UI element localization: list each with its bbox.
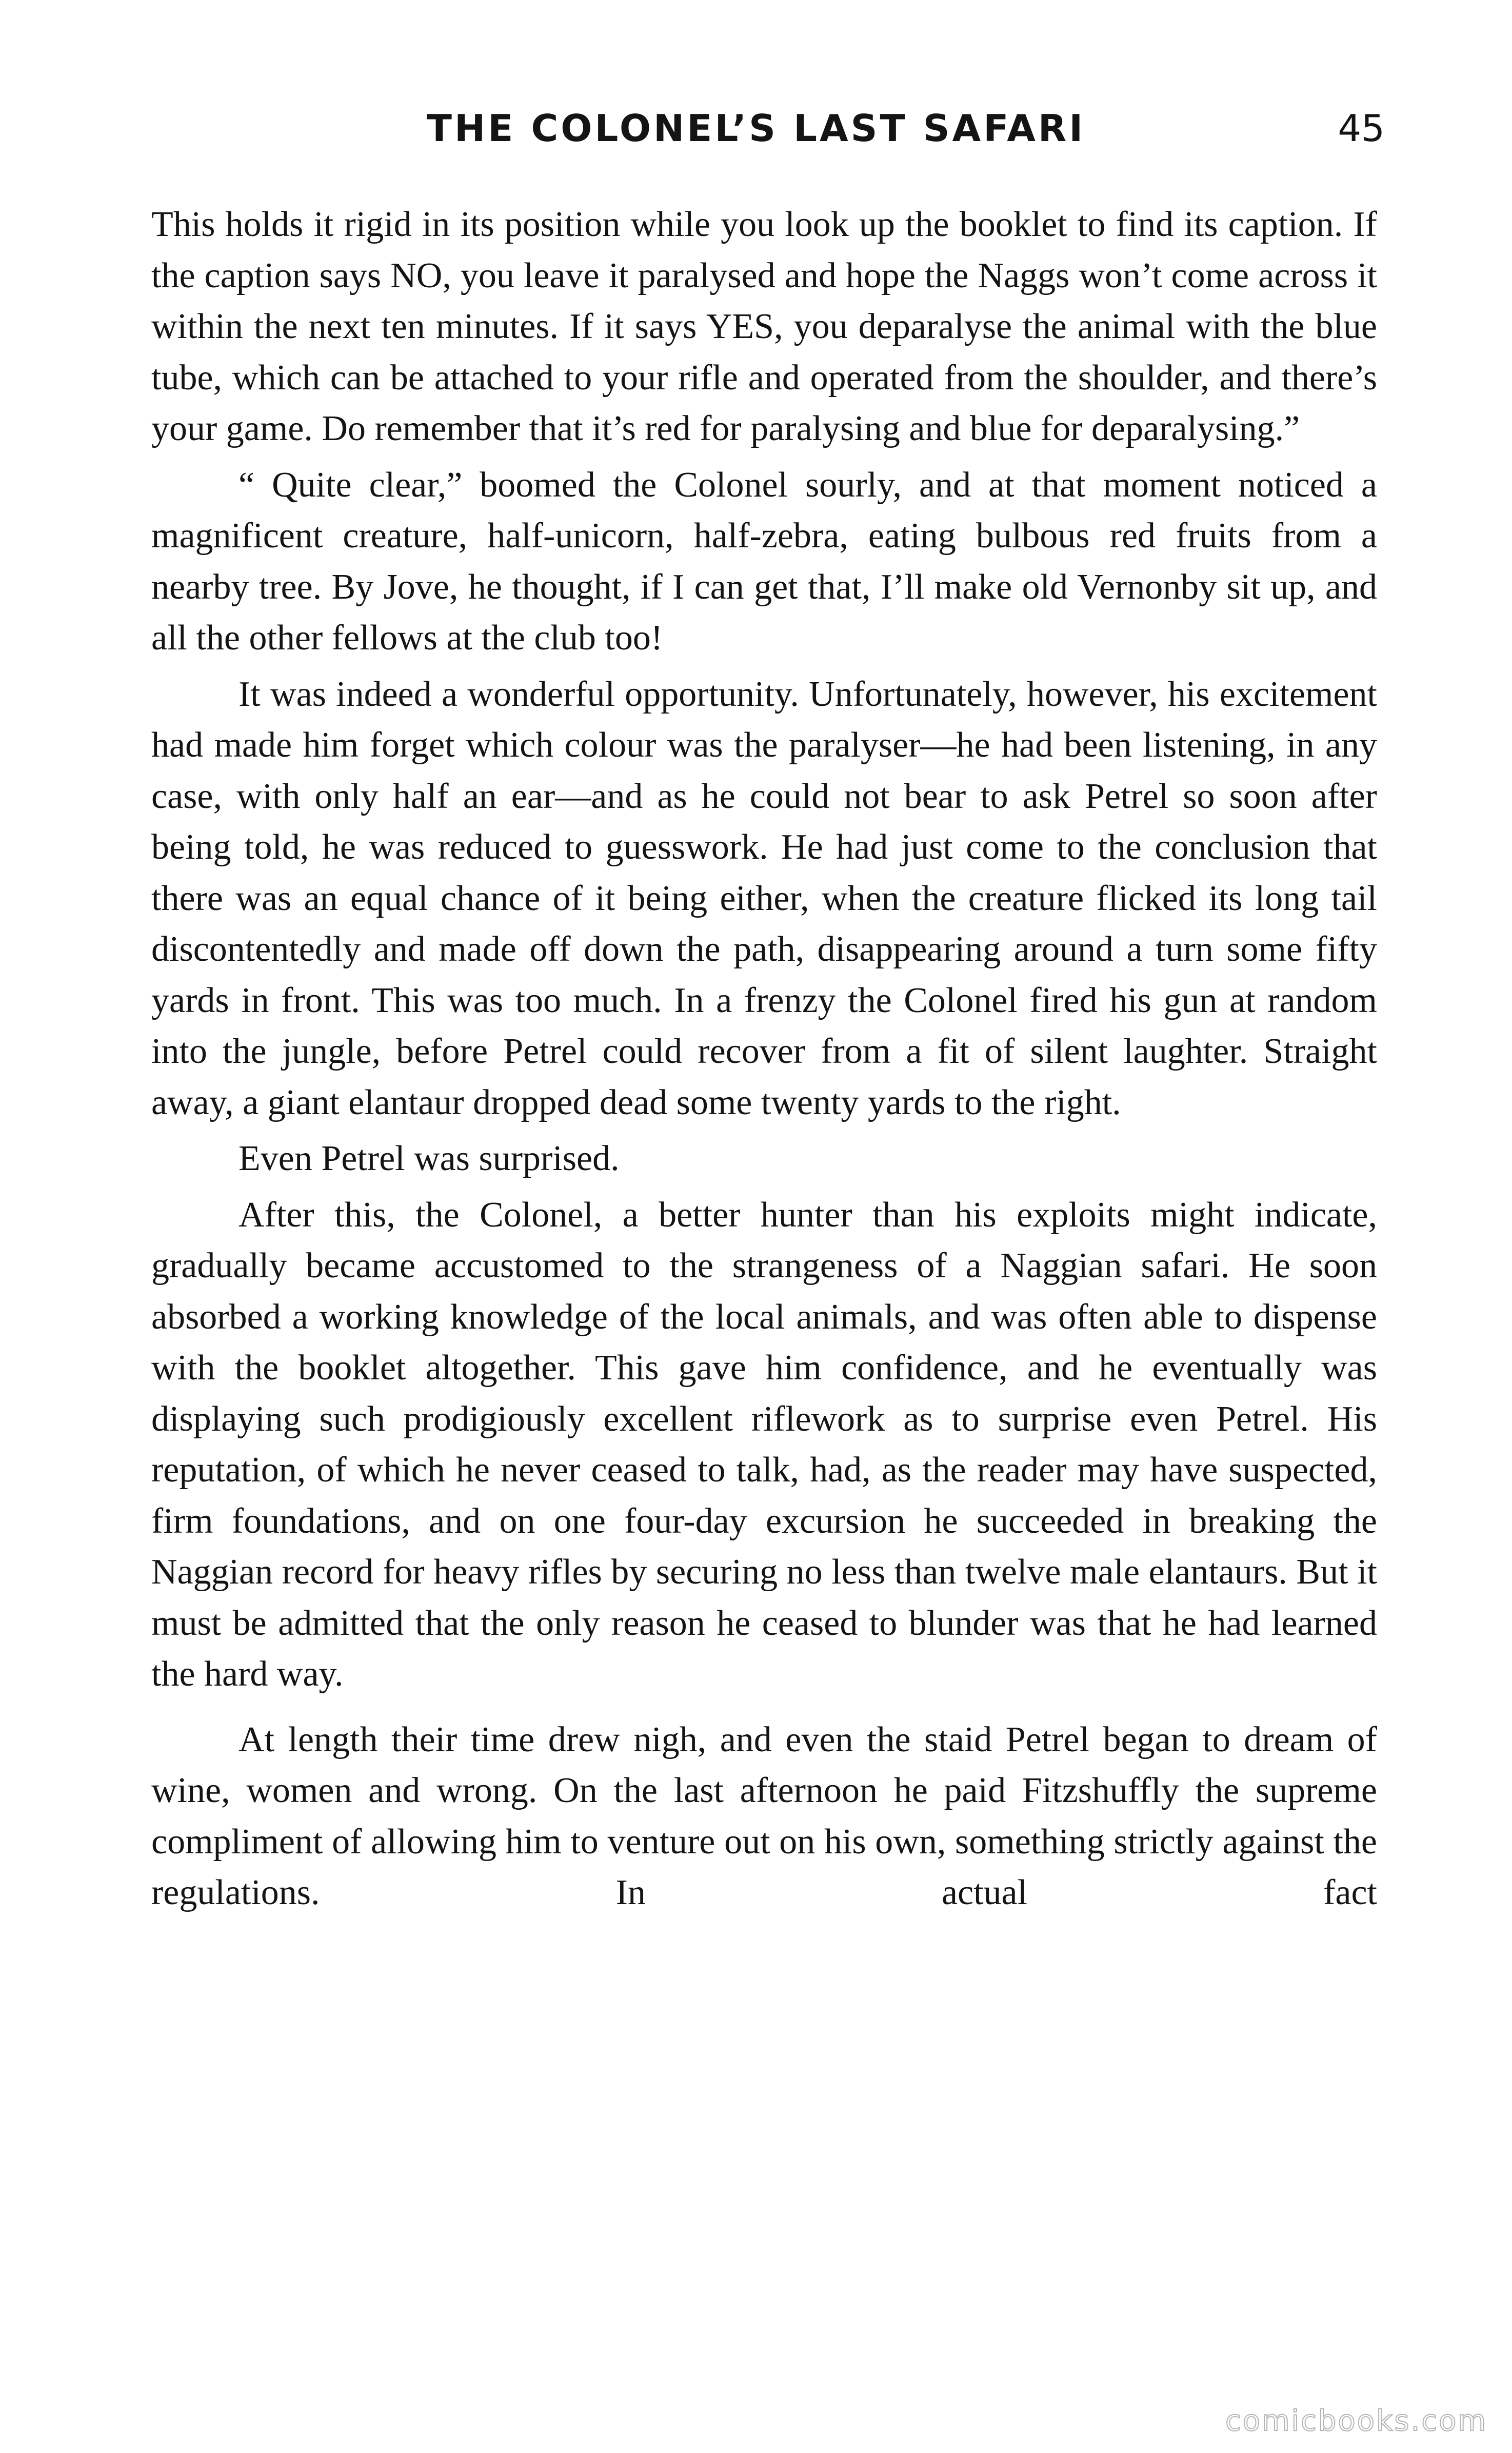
page-number: 45 <box>1338 107 1385 150</box>
watermark-logo: comicbooks.com <box>1225 2404 1487 2438</box>
paragraph-5: After this, the Colonel, a better hunter than his exploits might indicate, gradually became accustomed to the strangeness of a Naggian safari. He soon absorbed a working knowledge of the local animals, and was often able to dispense with the booklet altogether. This gave him confidence, and he eventually was displaying such prodigiously excellent riflework as to surprise even Petrel. His reputation, of which he never ceased to talk, had, as the reader may have suspected, firm foundations, and on one four-day excursion he succeeded in breaking the Naggian record for heavy rifles by securing no less than twelve male elantaurs. But it must be admitted that the only reason he ceased to blunder was that he had learned the hard way. <box>151 1195 1377 1694</box>
running-head <box>0 100 1512 156</box>
paragraph-3: It was indeed a wonderful opportunity. Unfortunately, however, his excitement had made him forget which colour was the paralyser—he had been listening, in any case, with only half an ear—and as he could not bear to ask Petrel so soon after being told, he was reduced to guesswork. He had just come to the conclusion that there was an equal chance of it being either, when the creature flicked its long tail discontentedly and made off down the path, disappearing around a turn some fifty yards in front. This was too much. In a frenzy the Colonel fired his gun at random into the jungle, before Petrel could recover from a fit of silent laughter. Straight away, a giant elantaur dropped dead some twenty yards to the right. <box>151 674 1377 1122</box>
paragraph-6: At length their time drew nigh, and even the staid Petrel began to dream of wine, women and wrong. On the last afternoon he paid Fitzshuffly the supreme compliment of allowing him to venture out on his own, something strictly against the regulations. In actual fact <box>151 1719 1377 1912</box>
paragraph-1: This holds it rigid in its position while you look up the booklet to find its caption. If the caption says NO, you leave it paralysed and hope the Naggs won’t come across it within the next ten minutes. If it says YES, you deparalyse the animal with the blue tube, which can be attached to your rifle and operated from the shoulder, and there’s your game. Do remember that it’s red for paralysing and blue for deparalysing.” <box>151 205 1377 448</box>
body-text <box>151 199 1377 1924</box>
paragraph-2: “ Quite clear,” boomed the Colonel sourly, and at that moment noticed a magnificent creature, half-unicorn, half-zebra, eating bulbous red fruits from a nearby tree. By Jove, he thought, if I can get that, I’ll make old Vernonby sit up, and all the other fellows at the club too! <box>151 465 1377 658</box>
page-title: THE COLONEL’S LAST SAFARI <box>426 107 1086 150</box>
paragraph-4: Even Petrel was surprised. <box>238 1139 620 1178</box>
